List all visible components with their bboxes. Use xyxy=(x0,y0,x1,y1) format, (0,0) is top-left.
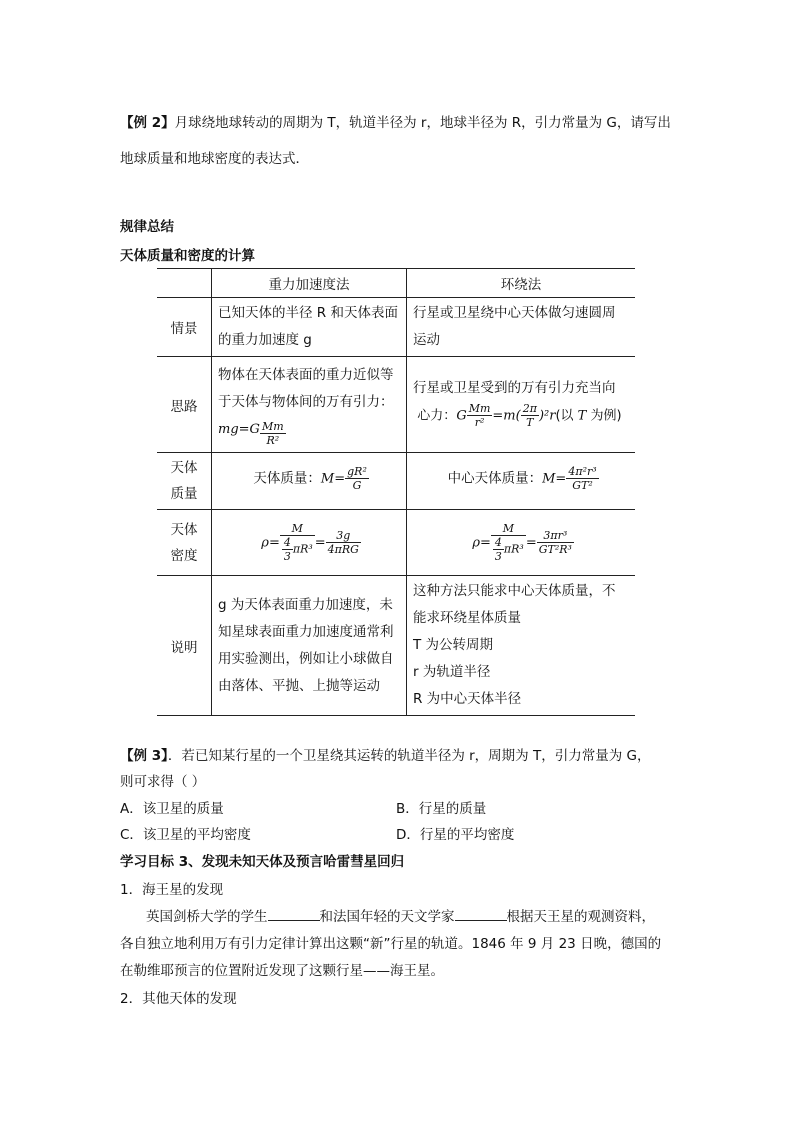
label-line: 天体 xyxy=(170,521,198,538)
cell-line: 的重力加速度 g xyxy=(218,332,312,348)
answer-blank[interactable] xyxy=(268,906,320,921)
cell-mass-gravity: 天体质量：M= $\frac{\text{gR²}}{G}$ xyxy=(212,453,407,510)
example3-text: ．若已知某行星的一个卫星绕其运转的轨道半径为 r，周期为 T，引力常量为 G， xyxy=(167,748,651,764)
cell-line: 由落体、平抛、上抛等运动 xyxy=(218,677,380,694)
option-a[interactable]: A．该卫星的质量 xyxy=(120,801,224,817)
cell-line: 知星球表面重力加速度通常利 xyxy=(218,623,394,640)
cell-approach-orbit xyxy=(407,357,636,453)
cell-line: 已知天体的半径 R 和天体表面 xyxy=(218,305,398,321)
table-row xyxy=(157,298,635,357)
goal3-para1-line3: 在勒维耶预言的位置附近发现了这颗行星——海王星。 xyxy=(120,963,444,979)
summary-subheading: 天体质量和密度的计算 xyxy=(120,248,255,264)
goal3-para1-line1 xyxy=(146,905,655,925)
goal3-item2: 2．其他天体的发现 xyxy=(120,991,237,1007)
cell-line: g 为天体表面重力加速度，未 xyxy=(218,596,393,613)
row-label: 说明 xyxy=(157,576,212,716)
label-line: 天体 xyxy=(170,460,198,476)
formula-centripetal: 心力：G $\frac{Mm}{\text{r²}}$ =m( $\frac{2\pi}{T}$ )²r(以 T 为例) xyxy=(417,402,622,430)
cell-scenario-orbit xyxy=(407,298,636,357)
row-label: 思路 xyxy=(157,357,212,453)
table-header-row xyxy=(157,269,635,298)
cell-note-gravity xyxy=(212,576,407,716)
row-label xyxy=(157,453,212,510)
cell-scenario-gravity xyxy=(212,298,407,357)
cell-line: 这种方法只能求中心天体质量，不 xyxy=(413,583,616,599)
header-orbit-method: 环绕法 xyxy=(407,269,636,298)
cell-line: 行星或卫星绕中心天体做匀速圆周 xyxy=(413,305,616,321)
summary-table xyxy=(157,268,635,716)
row-label xyxy=(157,510,212,576)
example2-line2: 地球质量和地球密度的表达式． xyxy=(120,151,309,167)
cell-line: r 为轨道半径 xyxy=(413,664,491,680)
header-gravity-method: 重力加速度法 xyxy=(212,269,407,298)
cell-line: 行星或卫星受到的万有引力充当向 xyxy=(413,380,616,397)
cell-line: 能求环绕星体质量 xyxy=(413,610,521,626)
label-line: 质量 xyxy=(170,486,198,502)
cell-note-orbit xyxy=(407,576,636,716)
cell-line: T 为公转周期 xyxy=(413,637,494,653)
answer-blank[interactable] xyxy=(455,906,507,921)
option-d[interactable]: D．行星的平均密度 xyxy=(396,827,515,843)
cell-density-gravity: ρ= M $\frac{4}{3}$ πR³ = $\frac{3g}{\text{4πRG}}$ xyxy=(212,510,407,576)
example3-line1 xyxy=(120,744,650,764)
mass-prefix: 天体质量： xyxy=(253,470,321,487)
goal3-item1: 1．海王星的发现 xyxy=(120,882,224,898)
goal3-para1-line2: 各自独立地利用万有引力定律计算出这颗“新”行星的轨道。1846 年 9 月 23 日晚，德国的 xyxy=(120,936,662,952)
cell-line: 用实验测出，例如让小球做自 xyxy=(218,650,394,667)
table-row xyxy=(157,453,635,510)
cell-mass-orbit: 中心天体质量：M= $\frac{\text{4π²r³}}{\text{GT²}}$ xyxy=(407,453,636,510)
fraction: $\frac{Mm}{\text{R²}}$ xyxy=(261,419,284,447)
header-empty xyxy=(157,269,212,298)
table-row xyxy=(157,510,635,576)
table-row xyxy=(157,576,635,716)
cell-approach-gravity xyxy=(212,357,407,453)
example2-text: 月球绕地球转动的周期为 T，轨道半径为 r，地球半径为 R，引力常量为 G，请写出 xyxy=(174,115,671,131)
table-row xyxy=(157,357,635,453)
option-b[interactable]: B．行星的质量 xyxy=(396,801,487,817)
example3-tag: 【例 3】 xyxy=(120,748,168,764)
summary-heading: 规律总结 xyxy=(120,219,174,235)
formula-mg xyxy=(218,416,400,447)
cell-line: 于天体与物体间的万有引力： xyxy=(218,394,394,410)
example2-tag: 【例 2】 xyxy=(120,115,175,131)
para-text: 和法国年轻的天文学家 xyxy=(319,909,455,925)
para-text: 根据天王星的观测资料， xyxy=(506,909,655,925)
example3-line2: 则可求得（ ） xyxy=(120,774,206,790)
mass-prefix: 中心天体质量： xyxy=(447,470,543,487)
goal3-title: 学习目标 3、发现未知天体及预言哈雷彗星回归 xyxy=(120,854,405,870)
cell-line: R 为中心天体半径 xyxy=(413,691,522,707)
cell-line: 物体在天体表面的重力近似等 xyxy=(218,367,394,383)
example2-line1 xyxy=(120,111,671,131)
cell-density-orbit: ρ= M $\frac{4}{3}$ πR³ = $\frac{\text{3πr³}}{\text{GT²R³}}$ xyxy=(407,510,636,576)
para-text: 英国剑桥大学的学生 xyxy=(146,909,268,925)
row-label: 情景 xyxy=(157,298,212,357)
option-c[interactable]: C．该卫星的平均密度 xyxy=(120,827,251,843)
formula-visual: mg=G xyxy=(218,422,260,437)
cell-line: 运动 xyxy=(413,332,440,348)
label-line: 密度 xyxy=(170,547,198,564)
